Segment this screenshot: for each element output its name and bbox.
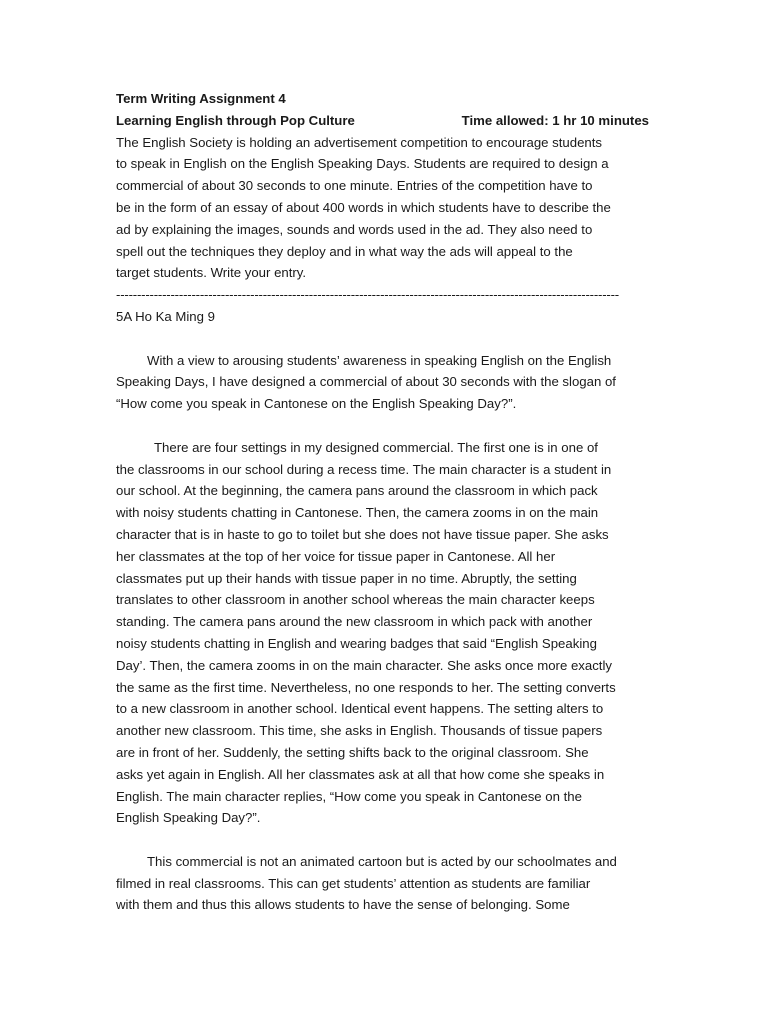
paragraph-2 — [116, 437, 656, 829]
paragraph-line: Speaking Days, I have designed a commercial of about 30 seconds with the slogan of — [116, 374, 616, 390]
instructions — [116, 132, 656, 285]
paragraph-line: her classmates at the top of her voice for tissue paper in Cantonese. All her — [116, 548, 556, 564]
instruction-line: to speak in English on the English Speaking Days. Students are required to design a — [116, 156, 609, 172]
paragraph-line: with noisy students chatting in Cantonese. Then, the camera zooms in on the main — [116, 505, 599, 521]
paragraph-line: translates to other classroom in another school whereas the main character keeps — [116, 592, 595, 608]
author-line: 5A Ho Ka Ming 9 — [116, 308, 215, 324]
paragraph-line: classmates put up their hands with tissue paper in no time. Abruptly, the setting — [116, 570, 577, 586]
paragraph-1 — [116, 350, 656, 415]
paragraph-line: to a new classroom in another school. Identical event happens. The setting alters to — [116, 701, 604, 717]
paragraph-line: another new classroom. This time, she asks in English. Thousands of tissue papers — [116, 723, 603, 739]
assignment-subtitle: Learning English through Pop Culture — [116, 112, 355, 128]
instruction-line: target students. Write your entry. — [116, 265, 307, 281]
paragraph-line: There are four settings in my designed commercial. The first one is in one of — [154, 439, 598, 455]
spacer — [116, 829, 656, 851]
paragraph-line: the classrooms in our school during a recess time. The main character is a student in — [116, 461, 612, 477]
spacer — [116, 415, 656, 437]
time-allowed: Time allowed: 1 hr 10 minutes — [461, 112, 649, 128]
paragraph-3 — [116, 851, 656, 916]
paragraph-line: our school. At the beginning, the camera pans around the classroom in which pack — [116, 483, 598, 499]
instruction-line: spell out the techniques they deploy and in what way the ads will appeal to the — [116, 243, 573, 259]
paragraph-line: With a view to arousing students’ awareness in speaking English on the English — [147, 352, 612, 368]
paragraph-line: English Speaking Day?”. — [116, 810, 261, 826]
paragraph-line: English. The main character replies, “How come you speak in Cantonese on the — [116, 788, 582, 804]
paragraph-line: filmed in real classrooms. This can get students’ attention as students are familiar — [116, 875, 591, 891]
document-page — [116, 88, 656, 916]
spacer — [116, 328, 656, 350]
paragraph-line: noisy students chatting in English and wearing badges that said “English Speaking — [116, 635, 597, 651]
paragraph-line: with them and thus this allows students to have the sense of belonging. Some — [116, 897, 570, 913]
instruction-line: be in the form of an essay of about 400 words in which students have to describe the — [116, 199, 611, 215]
divider-line: ------------------------------------------------------------------------------------------------------------------------ — [116, 287, 619, 303]
paragraph-line: This commercial is not an animated cartoon but is acted by our schoolmates and — [147, 853, 617, 869]
paragraph-line: “How come you speak in Cantonese on the English Speaking Day?”. — [116, 396, 517, 412]
paragraph-line: character that is in haste to go to toilet but she does not have tissue paper. She asks — [116, 526, 609, 542]
paragraph-line: asks yet again in English. All her classmates ask at all that how come she speaks in — [116, 766, 605, 782]
instruction-line: The English Society is holding an advertisement competition to encourage students — [116, 134, 603, 150]
instruction-line: ad by explaining the images, sounds and words used in the ad. They also need to — [116, 221, 593, 237]
assignment-title: Term Writing Assignment 4 — [116, 91, 286, 106]
paragraph-line: Day’. Then, the camera zooms in on the main character. She asks once more exactly — [116, 657, 612, 673]
instruction-line: commercial of about 30 seconds to one minute. Entries of the competition have to — [116, 178, 593, 194]
assignment-heading-row — [116, 110, 649, 132]
paragraph-line: standing. The camera pans around the new classroom in which pack with another — [116, 614, 593, 630]
paragraph-line: the same as the first time. Nevertheless, no one responds to her. The setting converts — [116, 679, 616, 695]
paragraph-line: are in front of her. Suddenly, the setting shifts back to the original classroom. She — [116, 744, 589, 760]
